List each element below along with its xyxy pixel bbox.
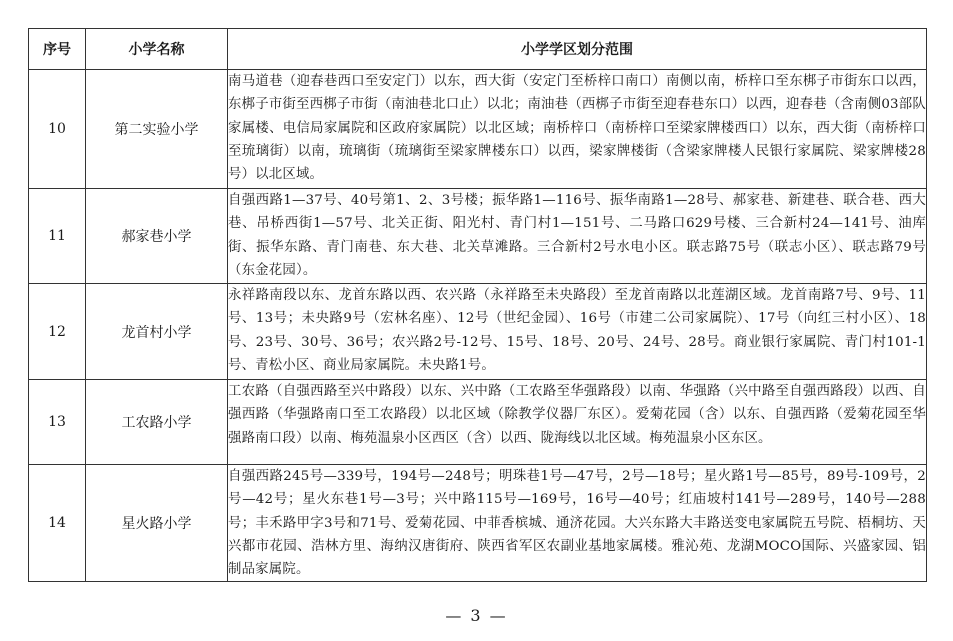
table-header-row (29, 29, 927, 70)
row-number: 10 (29, 70, 86, 189)
table-row (29, 465, 927, 582)
school-name: 第二实验小学 (86, 70, 228, 189)
header-school-name: 小学名称 (86, 29, 228, 70)
table-row (29, 70, 927, 189)
row-number: 14 (29, 465, 86, 582)
district-range: 自强西路245号—339号，194号—248号；明珠巷1号—47号，2号—18号；星火路1号—85号，89号-109号，2号—42号；星火东巷1号—3号；兴中路115号—169号，16号—40号；红庙坡村141号—289号，140号—288号；丰禾路甲字3号和71号、爱菊花园、中菲香槟城、通济花园。大兴东路大丰路送变电家属院五号院、梧桐坊、天兴都市花园、浩林方里、海纳汉唐街府、陕西省军区农副业基地家属楼。雅沁苑、龙湖MOCO国际、兴盛家园、铝制品家属院。 (228, 465, 927, 582)
header-number: 序号 (29, 29, 86, 70)
row-number: 11 (29, 189, 86, 284)
school-name: 星火路小学 (86, 465, 228, 582)
district-range: 工农路（自强西路至兴中路段）以东、兴中路（工农路至华强路段）以南、华强路（兴中路至自强西路段）以西、自强西路（华强路南口至工农路段）以北区域（除教学仪器厂东区）。爱菊花园（含）以东、自强西路（爱菊花园至华强路南口段）以南、梅苑温泉小区西区（含）以西、陇海线以北区域。梅苑温泉小区东区。 (228, 380, 927, 465)
school-name: 郝家巷小学 (86, 189, 228, 284)
district-range: 自强西路1—37号、40号第1、2、3号楼；振华路1—116号、振华南路1—28号、郝家巷、新建巷、联合巷、西大巷、吊桥西街1—57号、北关正街、阳光村、青门村1—151号、二马路口629号楼、三合新村24—141号、油库街、振华东路、青门南巷、东大巷、北关草滩路。三合新村2号水电小区。联志路75号（联志小区）、联志路79号（东金花园）。 (228, 189, 927, 284)
header-district-range: 小学学区划分范围 (228, 29, 927, 70)
district-range: 永祥路南段以东、龙首东路以西、农兴路（永祥路至未央路段）至龙首南路以北莲湖区域。龙首南路7号、9号、11号、13号；未央路9号（宏林名座）、12号（世纪金园）、16号（市建二公司家属院）、17号（向红三村小区）、18号、23号、30号、36号；农兴路2号-12号、15号、18号、20号、24号、28号。商业银行家属院、青门村101-1号、青松小区、商业局家属院。未央路1号。 (228, 284, 927, 380)
school-district-table (28, 28, 927, 582)
table-row (29, 284, 927, 380)
table-row (29, 189, 927, 284)
school-name: 工农路小学 (86, 380, 228, 465)
school-name: 龙首村小学 (86, 284, 228, 380)
row-number: 13 (29, 380, 86, 465)
district-range: 南马道巷（迎春巷西口至安定门）以东，西大街（安定门至桥梓口南口）南侧以南，桥梓口至东梆子市街东口以西，东梆子市街至西梆子市街（南油巷北口止）以北；南油巷（西梆子市街至迎春巷东口）以西，迎春巷（含南侧03部队家属楼、电信局家属院和区政府家属院）以北区域；南桥梓口（南桥梓口至梁家牌楼西口）以东，西大街（南桥梓口至琉璃街）以南，琉璃街（琉璃街至梁家牌楼东口）以西，梁家牌楼街（含梁家牌楼人民银行家属院、梁家牌楼28号）以北区域。 (228, 70, 927, 189)
table-row (29, 380, 927, 465)
row-number: 12 (29, 284, 86, 380)
district-document (28, 28, 926, 582)
page-number: — 3 — (445, 606, 508, 625)
